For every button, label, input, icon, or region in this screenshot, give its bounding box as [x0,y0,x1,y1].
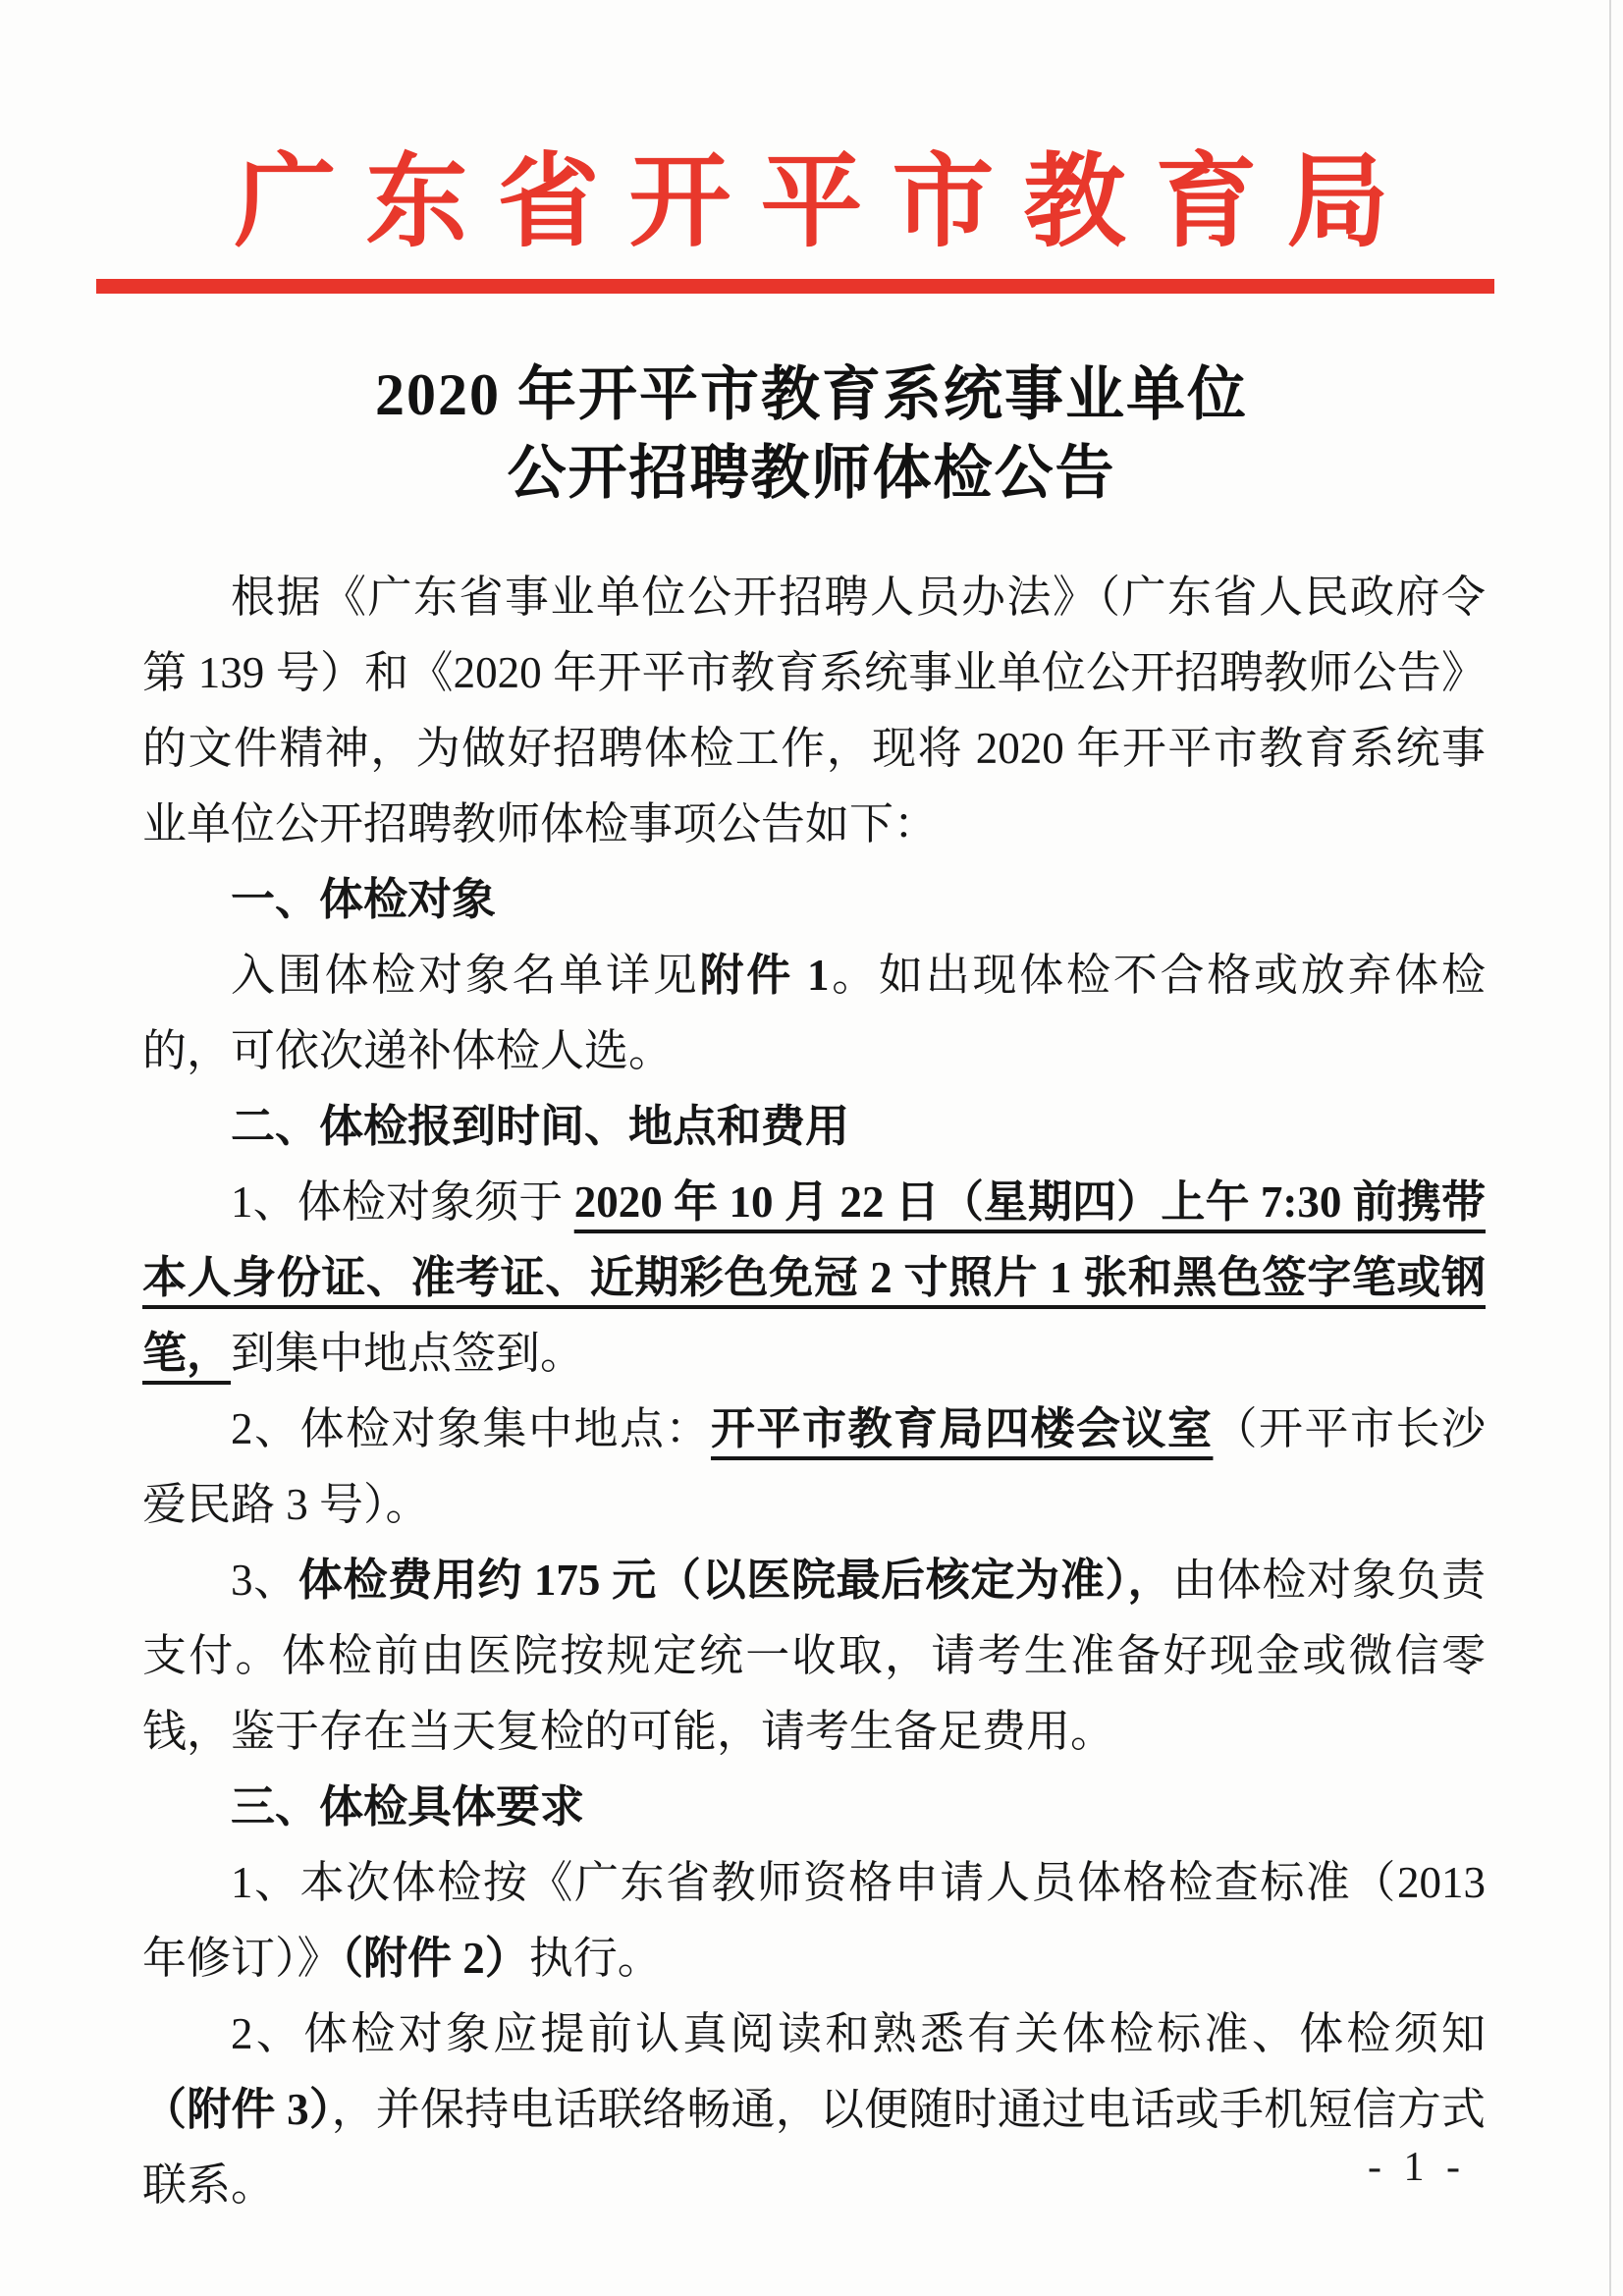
section-1-heading: 一、体检对象 [231,875,497,924]
section-3-heading: 三、体检具体要求 [231,1782,585,1831]
letterhead-divider [96,279,1494,294]
scan-edge-artifact [1609,0,1611,2296]
intro-text: 根据《广东省事业单位公开招聘人员办法》（广东省人民政府令第 139 号）和《2020 年开平市教育系统事业单位公开招聘教师公告》的文件精神，为做好招聘体检工作，现将 2020 年开平市教育系统事业单位公开招聘教师体检事项公告如下： [142,573,1486,848]
page-number: - 1 - [1368,2145,1466,2190]
gathering-location: 开平市教育局四楼会议室 [710,1404,1214,1453]
intro-paragraph [142,560,1486,862]
section-3-item-1: 1、本次体检按《广东省教师资格申请人员体格检查标准（2013 年修订）》（附件 2）执行。 [142,1858,1486,1983]
document-title-line1: 2020 年开平市教育系统事业单位 [375,362,1248,427]
section-2-item-3: 3、体检费用约 175 元（以医院最后核定为准），由体检对象负责支付。体检前由医院按规定统一收取，请考生准备好现金或微信零钱，鉴于存在当天复检的可能，请考生备足费用。 [142,1556,1486,1756]
agency-letterhead: 广东省开平市教育局 [234,146,1419,259]
section-1-paragraph: 入围体检对象名单详见附件 1。如出现体检不合格或放弃体检的，可依次递补体检人选。 [142,951,1486,1075]
attachment-2-ref: （附件 2） [341,1934,529,1983]
document-title [0,355,1623,513]
document-body [142,560,1486,2223]
section-3-item-2: 2、体检对象应提前认真阅读和熟悉有关体检标准、体检须知（附件 3），并保持电话联络畅通，以便随时通过电话或手机短信方式联系。 [142,2009,1486,2210]
checkin-time-requirements: 2020 年 10 月 22 日（星期四）上午 7:30 前携带本人身份证、准考证、近期彩色免冠 2 寸照片 1 张和黑色签字笔或钢笔， [142,1177,1486,1378]
section-2-item-2: 2、体检对象集中地点：开平市教育局四楼会议室（开平市长沙爱民路 3 号）。 [142,1404,1486,1529]
section-2-heading: 二、体检报到时间、地点和费用 [231,1102,850,1151]
attachment-3-ref: （附件 3） [142,2085,332,2134]
section-2-item-1: 1、体检对象须于 2020 年 10 月 22 日（星期四）上午 7:30 前携带本人身份证、准考证、近期彩色免冠 2 寸照片 1 张和黑色签字笔或钢笔，到集中地点签到。 [142,1177,1486,1378]
document-title-line2: 公开招聘教师体检公告 [507,441,1116,506]
exam-fee: 体检费用约 175 元（以医院最后核定为准）， [298,1556,1173,1605]
attachment-1-ref: 附件 1 [699,951,830,1000]
